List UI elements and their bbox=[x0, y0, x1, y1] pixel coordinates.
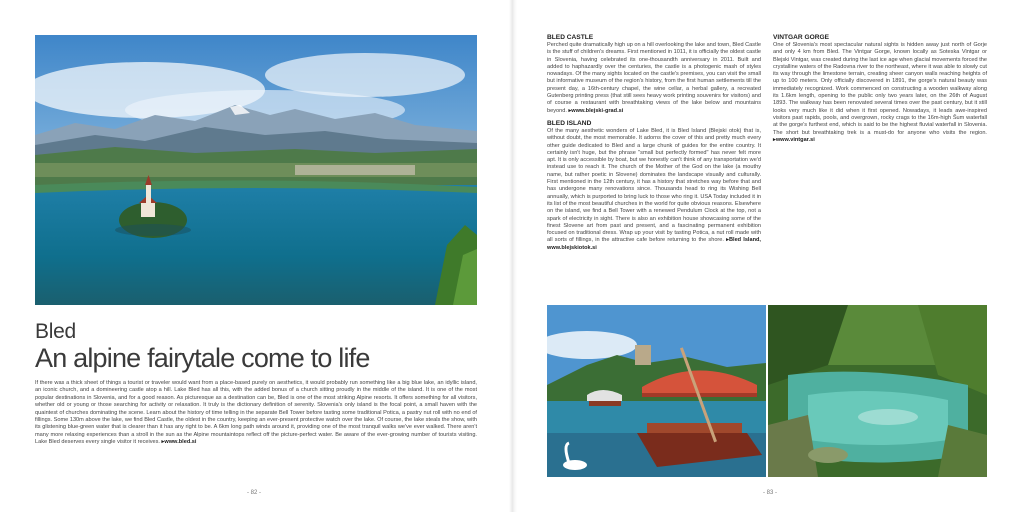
arrow-right-icon: ▸ bbox=[773, 136, 776, 143]
intro-paragraph bbox=[35, 380, 477, 447]
bled-website-link[interactable]: www.bled.si bbox=[164, 439, 197, 446]
island-text: Of the many aesthetic wonders of Lake Bled, it is Bled Island (Blejski otok) that is, without doubt, the most memorable. It adorns the cover of this and pretty much every other guide dedicated to Bled and a large chunk of guides for the entire country. It certainly isn't huge, but the phrase "small but perfectly formed" has never felt more apt. It is only accessible by boat, but we honestly can't think of any transportation we'd instead use to reach it. The church of the Mother of the God on the lake (a mouthy name, but rather poetic in Slovene) dominates the landscape visually and culturally. First mentioned in the 12th century, it has a history that stretches way before that and has undergone many renovations since. Thousands head to ring its Wishing Bell annually, which is purported to bring luck to those who ring it. USA Today included it in its list of the most beautiful churches in the world for quite obvious reasons. Elsewhere on the island, we find a Bell Tower with a renewed Pendulum Clock at the top, not a spark of electricity in sight. There is also an exhibition house showcasing some of the finest Slovene art from past and present, and a fascinating permanent exhibition focused on traditional dress. Wrap up your visit by tasting Potica, a nut roll made with all sorts of fillings, in the attractive cafe before returning to the shore. bbox=[547, 127, 761, 244]
page-gutter bbox=[509, 0, 517, 512]
page-title: Bled bbox=[35, 320, 76, 343]
arrow-right-icon: ▸ bbox=[161, 439, 165, 446]
intro-text: If there was a thick sheet of things a tourist or traveler would want from a place-based purely on aesthetics, it would probably run something like a big blue lake, an idyllic island, an iconic church, and a domineering castle atop a hill. Lake Bled has all this, with the added bonus of a church sitting proudly in the middle of the island. It is one of the most popular destinations in Slovenia, and for a good reason. As picturesque as a destination can be, Bled is one of the most striking Alpine resorts. It offers something for all visitors, whether old or young or those searching for activity or relaxation. It truly is the dictionary definition of serenity. Slovenia's only island is the focal point, a small haven with the quaintest of churches dominating the scene. Learn about the history of time telling in the separate Bell Tower before tasting some traditional Potica, a pastry nut roll with no end of fillings. Some 130m above the lake, we find Bled Castle, the oldest in the country, keeping an ever-present protective watch over the lake. Of course, the lake steals the show, with its glistening blue-green water that is clearer than it has any right to be. A 6km long path winds around it, providing one of the most tranquil walks we've ever walked. There aren't many more relaxing experiences than a stroll in the sun as the Alpine mountaintops reflect off the picture-perfect water. Be aware of the ever-growing number of tourists visiting. Lake Bled deserves every single visitor it receives. bbox=[35, 380, 477, 446]
lake-bled-image bbox=[35, 35, 477, 305]
section-heading-island: BLED ISLAND bbox=[547, 119, 592, 127]
lake-bled-photo bbox=[35, 35, 477, 305]
page-number-right: - 83 - bbox=[763, 490, 778, 496]
page-number-left: - 82 - bbox=[247, 490, 262, 496]
section-body-vintgar bbox=[773, 42, 987, 144]
pletna-boats-photo bbox=[547, 305, 766, 477]
island-website-link[interactable]: Bled Island, www.blejskiotok.si bbox=[547, 237, 761, 251]
vintgar-website-link[interactable]: www.vintgar.si bbox=[775, 136, 815, 143]
pletna-boats-image bbox=[547, 305, 766, 477]
vintgar-gorge-image bbox=[768, 305, 987, 477]
section-body-castle bbox=[547, 42, 761, 115]
arrow-right-icon: ▸ bbox=[726, 237, 729, 244]
arrow-right-icon: ▸ bbox=[568, 107, 572, 114]
section-heading-castle: BLED CASTLE bbox=[547, 34, 594, 41]
section-body-island bbox=[547, 128, 761, 252]
section-heading-vintgar: VINTGAR GORGE bbox=[773, 34, 830, 41]
article-column-right bbox=[773, 34, 987, 149]
castle-text: Perched quite dramatically high up on a hill overlooking the lake and town, Bled Castle is the stuff of children's dreams. First mentioned in 1011, it is officially the oldest castle in Slovenia, having celebrated its one-thousandth anniversary in 2011. Built and added to haphazardly over the centuries, the castle is a photogenic mash of styles nowadays. Of the many sights located on the castle's premises, you can visit the small but informative museum of the region's history, from the first human settlements till the present day, a 16th-century chapel, the wine cellar, a herbal gallery, a recreated Gutenberg printing press (that still sees heavy work printing souvenirs for visitors) and of course a restaurant with breathtaking views of the lake below and mountains beyond. bbox=[547, 42, 761, 114]
vintgar-text: One of Slovenia's most spectacular natural sights is hidden away just north of Gorje and only 4 km from Bled. The Vintgar Gorge, known locally as Soteska Vintgar or Blejski Vintgar, was created during the last ice age when glacial movements forced the crystalline waters of the Radovna river to the northeast, where it was able to slowly cut its way through the limestone terrain, creating sheer canyon walls reaching heights of up to 100 meters. Only officially discovered in 1891, the gorge's natural beauty was immediately recognized. Work commenced on constructing a wooden walkway along its 1.6km length, opening to the public only two years later, on the 26th of August 1893. The walkway has been renovated several times over the past century, but it still looks very much like it did when it first opened. Nowadays, it leads awe-inspired visitors past rapids, pools, and overgrown, rocky crags to the 16m-high Šum waterfall at the gorge's furthest end, which is said to be the highest fluvial waterfall in Slovenia. The short but breathtaking trek is a must-do for anyone who visits the region. bbox=[773, 42, 987, 136]
page-subtitle: An alpine fairytale come to life bbox=[35, 343, 370, 373]
article-column-left bbox=[547, 34, 761, 257]
vintgar-gorge-photo bbox=[768, 305, 987, 477]
castle-website-link[interactable]: www.blejski-grad.si bbox=[571, 107, 624, 114]
